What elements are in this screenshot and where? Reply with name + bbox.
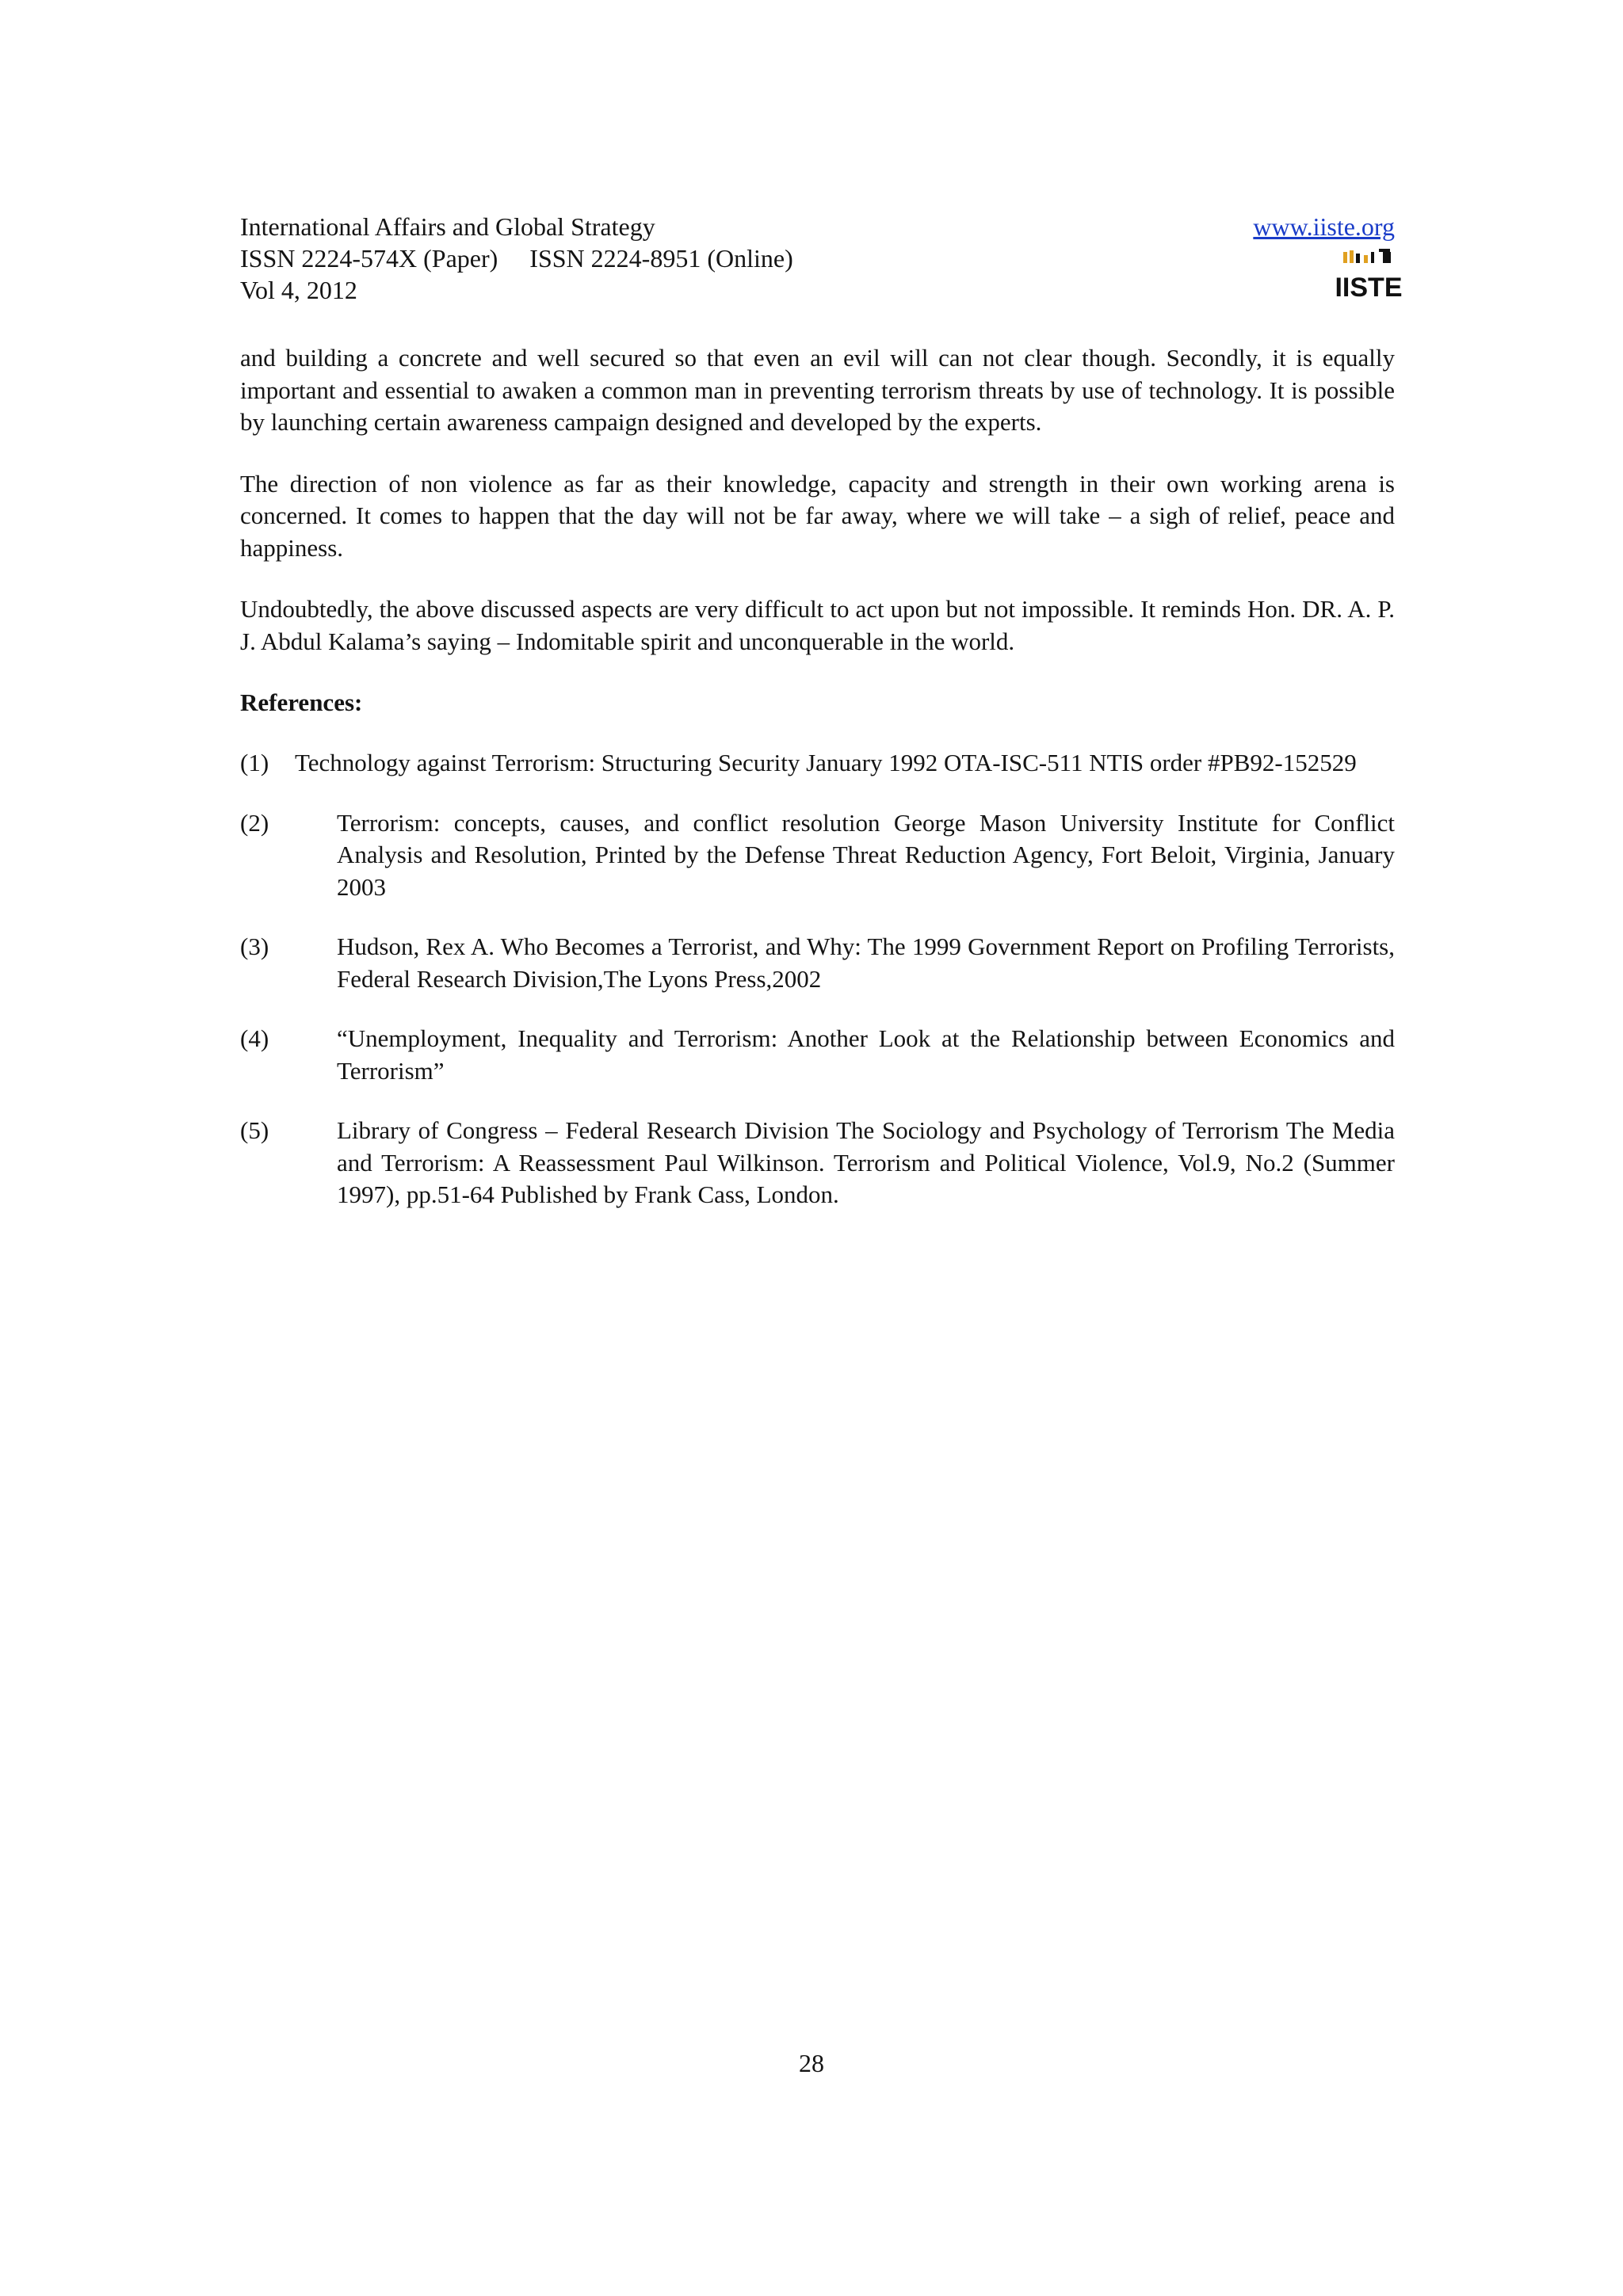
logo-text: IISTE [1335,273,1403,303]
journal-title: International Affairs and Global Strategy [240,212,655,241]
reference-number: (4) [240,1024,269,1052]
reference-number: (5) [240,1116,269,1144]
reference-number: (1) [240,749,269,776]
reference-text: Technology against Terrorism: Structuring Security January 1992 OTA-ISC-511 NTIS order #PB92-152529 [295,749,1357,776]
journal-info [240,211,793,306]
reference-item [240,1115,1395,1211]
body-paragraph: The direction of non violence as far as their knowledge, capacity and strength in their own working arena is concerned. It comes to happen that the day will not be far away, where we will take – a sigh of relief, peace and happiness. [240,469,1395,562]
issn-paper: ISSN 2224-574X (Paper) [240,244,498,273]
issn-line [240,242,793,274]
body-paragraph: Undoubtedly, the above discussed aspects are very difficult to act upon but not impossible. It reminds Hon. DR. A. P. J. Abdul Kalama’s saying – Indomitable spirit and unconquerable in the world. [240,595,1395,655]
reference-item [240,931,1395,995]
reference-text: Terrorism: concepts, causes, and conflict resolution George Mason University Institute for Conflict Analysis and Resolution, Printed by the Defense Threat Reduction Agency, Fort Beloit, Virginia, January 2003 [337,808,1395,901]
reference-number: (3) [240,933,269,960]
page-header [240,211,1403,314]
main-content [240,342,1395,1239]
reference-text: Library of Congress – Federal Research Division The Sociology and Psychology of Terrorism The Media and Terrorism: A Reassessment Paul Wilkinson. Terrorism and Political Violence, Vol.9, No.2 (Summer 1997), pp.51-64 Published by Frank Cass, London. [337,1116,1395,1208]
issn-online: ISSN 2224-8951 (Online) [529,244,793,273]
iiste-logo-icon [1335,247,1403,303]
reference-text: Hudson, Rex A. Who Becomes a Terrorist, and Why: The 1999 Government Report on Profiling Terrorists, Federal Research Division,The Lyons Press,2002 [337,933,1395,993]
volume-info: Vol 4, 2012 [240,276,357,304]
publisher-info [1253,211,1403,303]
reference-item [240,747,1395,780]
reference-number: (2) [240,808,269,837]
reference-item [240,807,1395,904]
body-paragraph: and building a concrete and well secured so that even an evil will can not clear though. Secondly, it is equally important and essential to awaken a common man in preventing terrorism threats by use of technology. It is possible by launching certain awareness campaign designed and developed by the experts. [240,344,1395,436]
reference-item [240,1023,1395,1087]
references-heading: References: [240,688,363,716]
reference-text: “Unemployment, Inequality and Terrorism: Another Look at the Relationship between Economics and Terrorism” [337,1024,1395,1085]
page-number: 28 [799,2049,824,2077]
website-link[interactable]: www.iiste.org [1253,212,1395,241]
